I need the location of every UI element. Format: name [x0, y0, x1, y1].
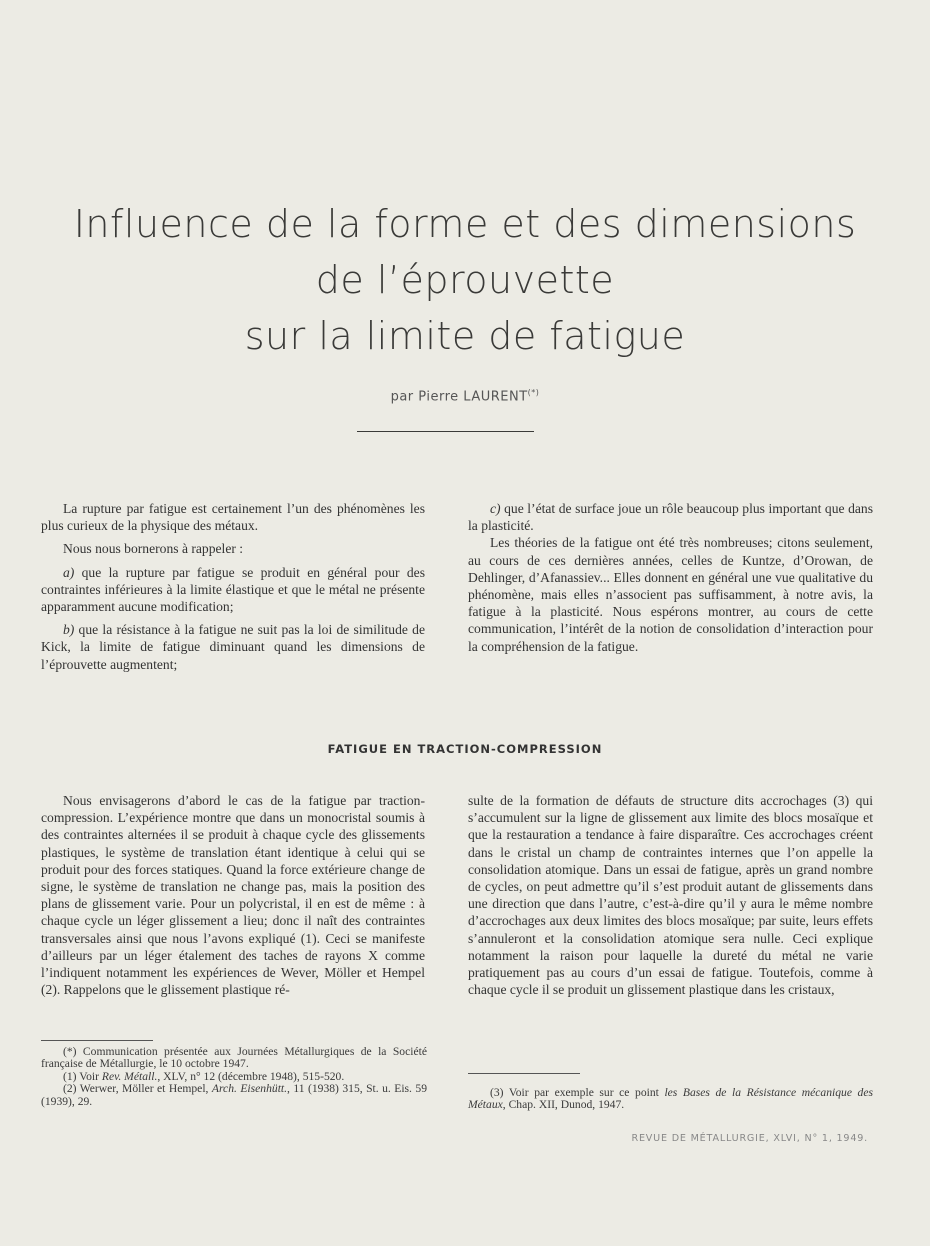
body-column-right — [468, 792, 873, 998]
intro-item-c — [468, 500, 873, 534]
item-label: a) — [63, 564, 75, 580]
footnote-star: (*) Communication présentée aux Journées Métallurgiques de la Société française de Métallurgie, le 10 octobre 1947. — [41, 1045, 427, 1071]
footnote-2 — [41, 1083, 427, 1108]
intro-item-a — [41, 564, 425, 616]
footnote-text: (3) Voir par exemple sur ce point — [490, 1086, 665, 1099]
article-title — [40, 196, 890, 364]
section-heading: FATIGUE EN TRACTION-COMPRESSION — [327, 742, 603, 756]
intro-item-b — [41, 621, 425, 673]
footnote-divider-left — [41, 1040, 153, 1041]
footnote-text: (1) Voir — [63, 1069, 102, 1083]
item-text: que la rupture par fatigue se produit en général pour des contraintes inférieures à la limite élastique et que le métal ne présente apparamment aucune modification; — [41, 564, 425, 615]
item-label: c) — [490, 501, 501, 516]
author-prefix: par Pierre — [390, 389, 459, 405]
author-line — [0, 388, 930, 404]
body-paragraph: sulte de la formation de défauts de structure dits accrochages (3) qui s’accumulent sur la ligne de glissement aux limite des blocs mosaïque et que la restauration a tendance à faire disparaître. Ces accrochages créent dans le cristal un champ de contraintes internes que l’on appelle la consolidation atomique. Dans un essai de fatigue, après un grand nombre de cycles, on peut admettre qu’il s’est produit autant de glissements dans une direction que dans l’autre, c’est-à-dire qu’il y aura le même nombre d’accrochages aux deux limites des blocs mosaïque; par suite, leurs effets s’annuleront et la consolidation atomique sera nulle. Ceci explique notamment la raison pour laquelle la dureté du métal ne varie pratiquement pas au cours d’un essai de fatigue. Toutefois, comme à chaque cycle il se produit un glissement plastique dans les cristaux, — [468, 793, 873, 998]
journal-footer: REVUE DE MÉTALLURGIE, XLVI, N° 1, 1949. — [631, 1133, 868, 1144]
item-text: que l’état de surface joue un rôle beaucoup plus important que dans la plasticité. — [468, 501, 873, 534]
footnote-text: , Chap. XII, Dunod, 1947. — [502, 1098, 625, 1112]
book-title: les Bases de la Résistance mécanique des Métaux — [468, 1086, 873, 1112]
journal-name: Arch. Eisenhütt. — [211, 1082, 288, 1096]
title-line-1: Influence de la forme et des dimensions — [73, 202, 857, 246]
intro-paragraph: Nous nous bornerons à rappeler : — [63, 541, 244, 557]
item-text: que la résistance à la fatigue ne suit pas la loi de similitude de Kick, la limite de fatigue diminuant quand les dimensions de l’éprouvette augmentent; — [41, 622, 425, 672]
intro-column-left — [41, 500, 425, 673]
title-line-3: sur la limite de fatigue — [244, 314, 686, 358]
intro-column-right — [468, 500, 873, 655]
intro-paragraph: La rupture par fatigue est certainement l’un des phénomènes les plus curieux de la physique des métaux. — [41, 501, 425, 534]
journal-name: Rev. Métall. — [101, 1069, 158, 1083]
body-column-left — [41, 792, 425, 998]
title-divider — [357, 431, 534, 432]
intro-paragraph: Les théories de la fatigue ont été très nombreuses; citons seulement, au cours de ces dernières années, celles de Kuntze, d’Orowan, de Dehlinger, d’Afanassiev... Elles donnent en général une vue qualitative du phénomène, mais elles n’associent pas suffisamment, à notre avis, la fatigue à la plasticité. Nous espérons montrer, au cours de cette communication, l’intérêt de la notion de consolidation d’interaction pour la compréhension de la fatigue. — [468, 535, 873, 654]
footnote-text: , XLV, n° 12 (décembre 1948), 515-520. — [157, 1069, 345, 1083]
footnote-divider-right — [468, 1073, 580, 1074]
footnote-text: (2) Werwer, Möller et Hempel, — [63, 1082, 212, 1096]
item-label: b) — [63, 622, 75, 638]
footnote-3 — [468, 1087, 873, 1112]
body-paragraph: Nous envisagerons d’abord le cas de la fatigue par traction-compression. L’expérience montre que dans un monocristal soumis à des contraintes alternées il se produit à chaque cycle des glissements plastiques, le système de translation étant identique à celui qui se produit pour des forces statiques. Quand la force extérieure change de signe, le système de translation ne change pas, mais la position des plans de glissement varie. Pour un polycristal, il en est de même : à chaque cycle un léger glissement a lieu; donc il naît des contraintes transversales ainsi que nous l’avons expliqué (1). Ceci se manifeste d’ailleurs par un léger étalement des taches de rayons X comme l’indiquent notamment les expériences de Wever, Möller et Hempel (2). Rappelons que le glissement plastique ré- — [41, 793, 425, 998]
footnotes-right — [468, 1087, 873, 1112]
title-line-2: de l’éprouvette — [315, 258, 615, 302]
author-name: LAURENT — [463, 389, 528, 405]
footnotes-left — [41, 1046, 427, 1108]
footnote-text: , 11 (1938) 315, St. u. Eis. 59 (1939), 29. — [41, 1082, 427, 1108]
author-footnote-mark: (*) — [527, 388, 540, 397]
